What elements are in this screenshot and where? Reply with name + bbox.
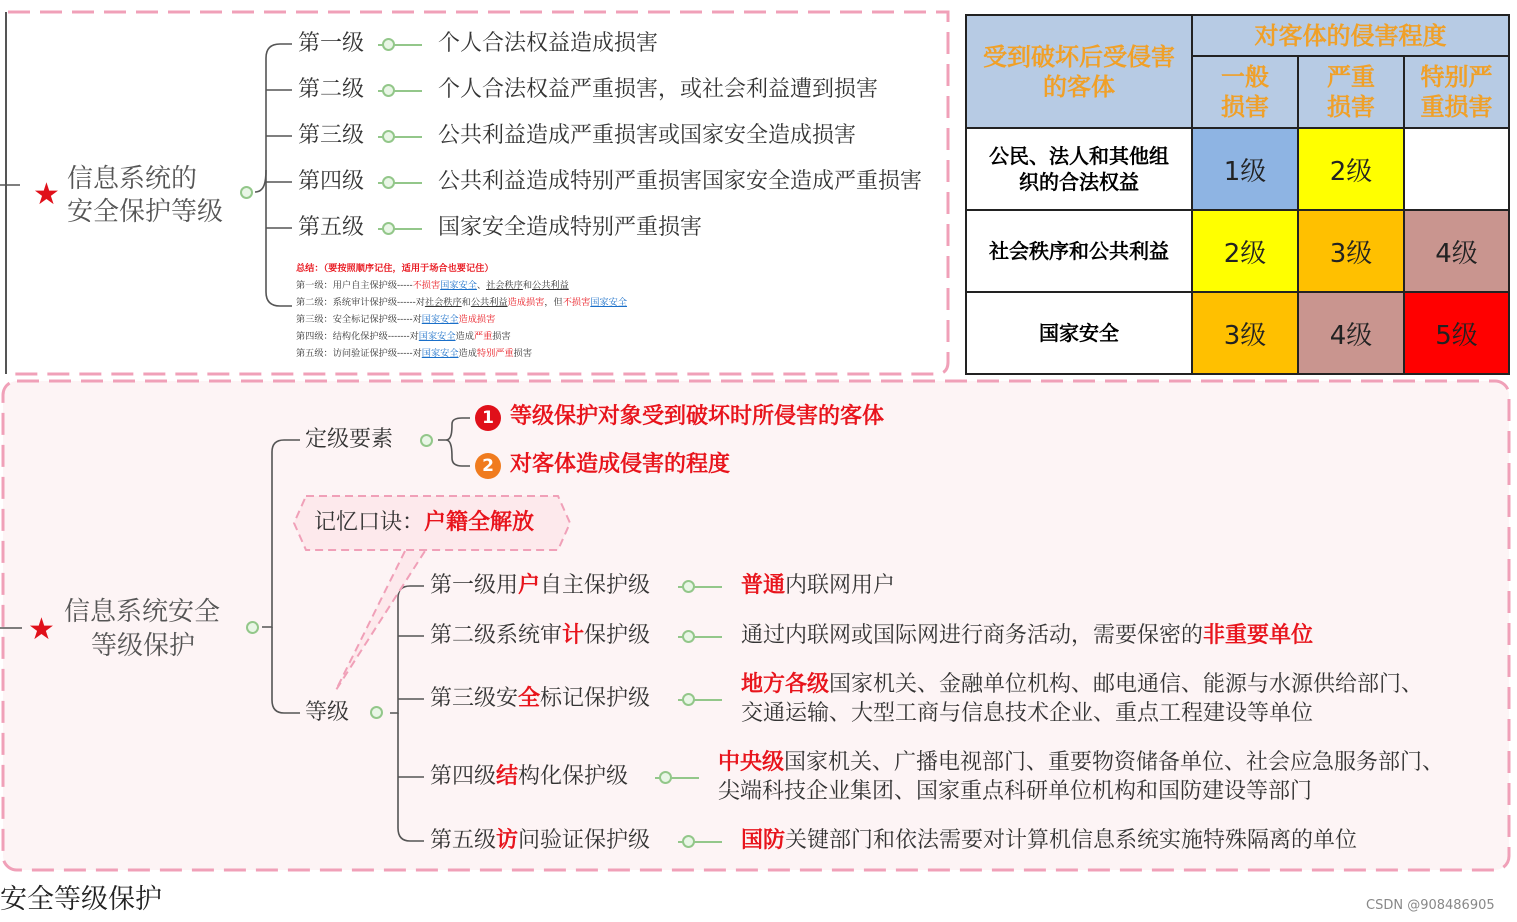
table-col-general: 一般损害 (1192, 56, 1298, 128)
factor-1: 等级保护对象受到破坏时所侵害的客体 (510, 404, 885, 429)
factor-2: 对客体造成侵害的程度 (510, 452, 731, 477)
grade-name: 第二级系统审计保护级 (430, 623, 651, 648)
grade-name: 第五级访问验证保护级 (430, 828, 651, 853)
collapse-node[interactable] (370, 706, 383, 719)
collapse-node[interactable] (382, 222, 395, 235)
top-root-label-line2: 安全保护等级 (67, 197, 224, 227)
level-desc: 个人合法权益严重损害，或社会利益遭到损害 (438, 77, 879, 102)
table-row-label: 国家安全 (966, 292, 1192, 374)
collapse-node[interactable] (682, 580, 695, 593)
table-row-label: 公民、法人和其他组织的合法权益 (966, 128, 1192, 210)
level-desc: 公共利益造成特别严重损害国家安全造成严重损害 (438, 169, 923, 194)
grade-desc: 地方各级国家机关、金融单位机构、邮电通信、能源与水源供给部门、 (741, 672, 1424, 697)
summary-line: 第二级：系统审计保护级------对社会秩序和公共利益造成损害，但不损害国家安全 (296, 297, 628, 308)
caption: 安全等级保护 (0, 884, 162, 915)
table-cell: 2级 (1298, 128, 1404, 210)
collapse-node[interactable] (682, 693, 695, 706)
summary-line: 第四级：结构化保护级-------对国家安全造成严重损害 (296, 331, 511, 342)
grades-label: 等级 (305, 700, 350, 725)
table-cell: 4级 (1404, 210, 1509, 292)
top-root-label-line1: 信息系统的 (67, 164, 198, 194)
table-col-very-serious: 特别严重损害 (1404, 56, 1509, 128)
collapse-node[interactable] (682, 630, 695, 643)
mnemonic-label: 记忆口诀：户籍全解放 (314, 510, 535, 535)
table-cell: 4级 (1298, 292, 1404, 374)
bottom-root-label-line2: 等级保护 (91, 631, 196, 661)
summary-note (296, 260, 720, 360)
collapse-node[interactable] (382, 130, 395, 143)
grade-name: 第四级结构化保护级 (430, 764, 629, 789)
grade-desc-line2: 交通运输、大型工商与信息技术企业、重点工程建设等单位 (741, 701, 1314, 726)
star-icon: ★ (28, 612, 55, 647)
collapse-node[interactable] (382, 38, 395, 51)
collapse-node[interactable] (240, 186, 253, 199)
table-cell: 3级 (1192, 292, 1298, 374)
table-row-label: 社会秩序和公共利益 (966, 210, 1192, 292)
table-col-serious: 严重损害 (1298, 56, 1404, 128)
grade-desc: 通过内联网或国际网进行商务活动，需要保密的非重要单位 (741, 623, 1314, 648)
table-header-degree: 对客体的侵害程度 (1192, 15, 1509, 56)
collapse-node[interactable] (246, 621, 259, 634)
level-desc: 公共利益造成严重损害或国家安全造成损害 (438, 123, 857, 148)
level-name: 第一级 (298, 31, 365, 56)
table-cell: 1级 (1192, 128, 1298, 210)
number-badge-2: 2 (475, 453, 501, 479)
table-cell: 3级 (1298, 210, 1404, 292)
level-name: 第五级 (298, 215, 365, 240)
mnemonic-value: 户籍全解放 (424, 510, 535, 535)
summary-line: 第三级：安全标记保护级-----对国家安全造成损害 (296, 314, 496, 325)
level-name: 第二级 (298, 77, 365, 102)
grade-desc: 中央级国家机关、广播电视部门、重要物资储备单位、社会应急服务部门、 (718, 750, 1445, 775)
summary-head: 总结：（要按照顺序记住，适用于场合也要记住） (296, 263, 494, 274)
table-cell: 2级 (1192, 210, 1298, 292)
grade-desc: 国防关键部门和依法需要对计算机信息系统实施特殊隔离的单位 (741, 828, 1358, 853)
number-badge-1: 1 (475, 405, 501, 431)
level-desc: 个人合法权益造成损害 (438, 31, 659, 56)
grade-name: 第三级安全标记保护级 (430, 686, 651, 711)
collapse-node[interactable] (420, 434, 433, 447)
level-desc: 国家安全造成特别严重损害 (438, 215, 703, 240)
table-cell: 5级 (1404, 292, 1509, 374)
level-name: 第三级 (298, 123, 365, 148)
watermark: CSDN @908486905 (1366, 898, 1495, 913)
level-name: 第四级 (298, 169, 365, 194)
collapse-node[interactable] (382, 84, 395, 97)
table-header-object: 受到破坏后受侵害的客体 (966, 15, 1192, 128)
table-cell (1404, 128, 1509, 210)
collapse-node[interactable] (659, 771, 672, 784)
collapse-node[interactable] (382, 176, 395, 189)
star-icon: ★ (33, 177, 60, 212)
grade-desc-line2: 尖端科技企业集团、国家重点科研单位机构和国防建设等部门 (718, 779, 1313, 804)
summary-line: 第五级：访问验证保护级-----对国家安全造成特别严重损害 (296, 348, 533, 359)
collapse-node[interactable] (682, 835, 695, 848)
summary-line: 第一级：用户自主保护级-----不损害国家安全、社会秩序和公共利益 (296, 280, 569, 291)
factors-label: 定级要素 (305, 427, 394, 452)
grade-name: 第一级用户自主保护级 (430, 573, 651, 598)
level-table (965, 14, 1510, 375)
grade-desc: 普通内联网用户 (741, 573, 896, 598)
bottom-root-label-line1: 信息系统安全 (64, 597, 221, 627)
